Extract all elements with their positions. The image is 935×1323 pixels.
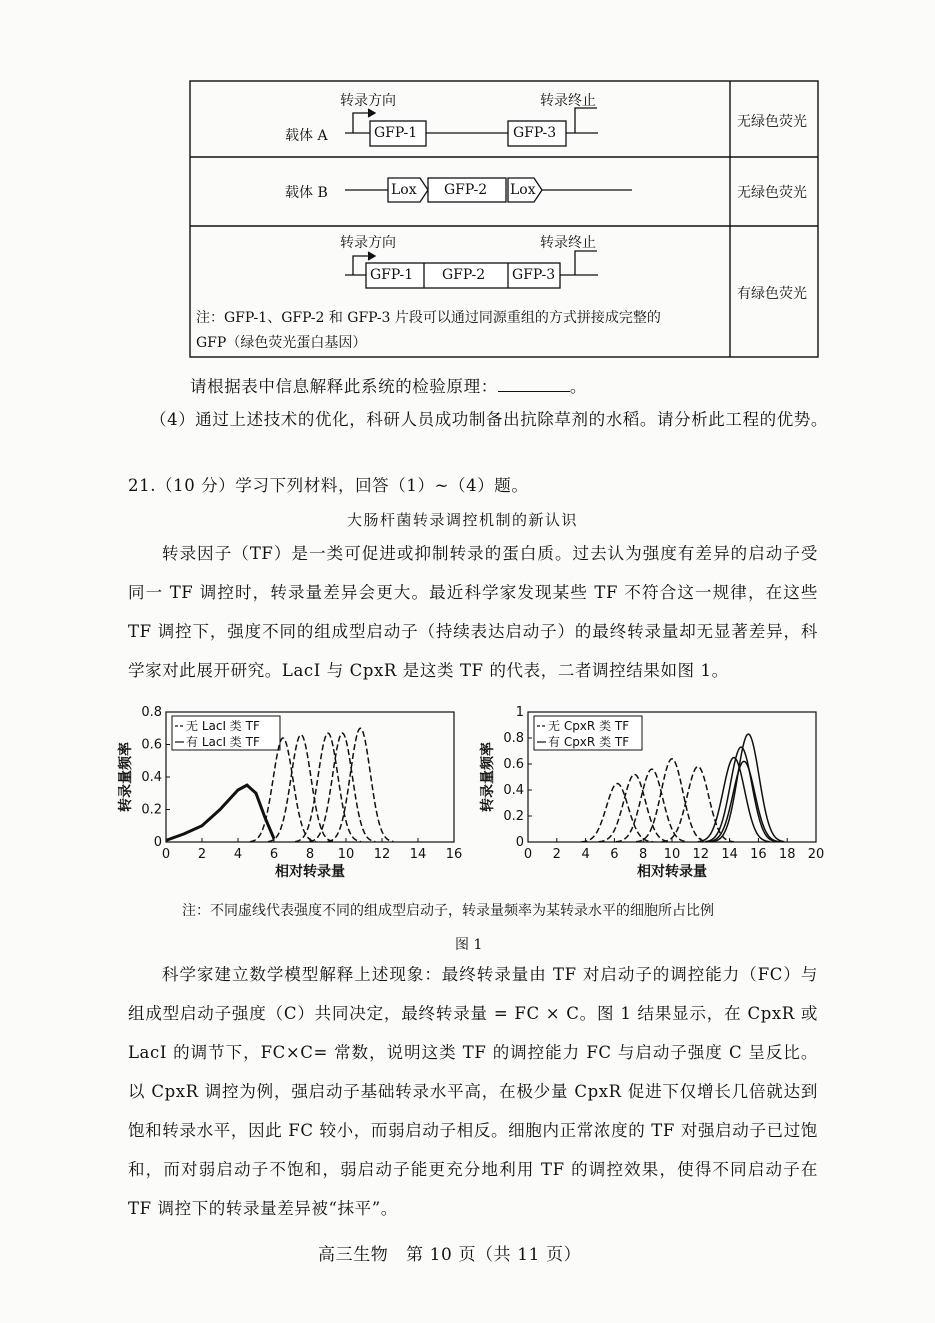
x-tick-label: 18 bbox=[778, 847, 796, 862]
x-tick-label: 2 bbox=[197, 847, 207, 862]
x-tick-label: 0 bbox=[161, 847, 171, 862]
figure-caption: 图 1 bbox=[455, 937, 483, 953]
x-tick-label: 12 bbox=[692, 847, 710, 862]
x-tick-label: 6 bbox=[269, 847, 279, 862]
seg-gfp1-a: GFP-1 bbox=[374, 125, 418, 141]
cpxR-chart bbox=[470, 700, 830, 885]
table-note-line2: GFP（绿色荧光蛋白基因） bbox=[196, 335, 367, 351]
x-tick-label: 0 bbox=[523, 847, 533, 862]
seg-gfp3-c: GFP-3 bbox=[512, 267, 556, 283]
x-tick-label: 4 bbox=[233, 847, 243, 862]
x-tick-label: 8 bbox=[305, 847, 315, 862]
y-tick-label: 0.6 bbox=[503, 757, 524, 772]
x-tick-label: 16 bbox=[750, 847, 767, 862]
x-tick-label: 14 bbox=[721, 847, 738, 862]
x-tick-label: 2 bbox=[552, 847, 561, 862]
term-label-a: 转录终止 bbox=[540, 93, 596, 109]
series-curve bbox=[250, 738, 316, 842]
seg-gfp2-c: GFP-2 bbox=[442, 267, 486, 283]
seg-gfp1-c: GFP-1 bbox=[370, 267, 414, 283]
y-axis-label: 转录量频率 bbox=[480, 742, 496, 812]
y-tick-label: 0 bbox=[153, 835, 162, 850]
y-tick-label: 0.8 bbox=[503, 731, 524, 746]
paragraph-1: 转录因子（TF）是一类可促进或抑制转录的蛋白质。过去认为强度有差异的启动子受同一 TF 调控时，转录量差异会更大。最近科学家发现某些 TF 不符合这一规律，在这些 TF 调控下，强度不同的组成型启动子（持续表达启动子）的最终转录量却无显著差异，科学家对此展开研究。LacI 与 CpxR 是这类 TF 的代表，二者调控结果如图 1。 bbox=[128, 544, 818, 680]
x-axis-label: 相对转录量 bbox=[275, 864, 345, 880]
x-tick-label: 14 bbox=[409, 847, 427, 862]
x-tick-label: 10 bbox=[663, 847, 681, 862]
x-tick-label: 8 bbox=[639, 847, 648, 862]
dir-label-c: 转录方向 bbox=[340, 235, 396, 251]
q21-header: 21.（10 分）学习下列材料，回答（1）~（4）题。 bbox=[128, 476, 529, 495]
x-tick-label: 4 bbox=[581, 847, 590, 862]
y-axis-label: 转录量频率 bbox=[118, 742, 134, 812]
series-line bbox=[166, 785, 274, 840]
article-title: 大肠杆菌转录调控机制的新认识 bbox=[347, 511, 579, 529]
seg-gfp3-a: GFP-3 bbox=[513, 125, 557, 141]
y-tick-label: 0.6 bbox=[141, 737, 162, 753]
series-curve bbox=[705, 747, 777, 842]
dir-label-a: 转录方向 bbox=[340, 93, 396, 109]
answer-blank[interactable] bbox=[498, 377, 570, 392]
q4-text: （4）通过上述技术的优化，科研人员成功制备出抗除草剂的水稻。请分析此工程的优势。 bbox=[150, 410, 828, 429]
x-tick-label: 20 bbox=[807, 847, 825, 862]
legend-label: 无 LacI 类 TF bbox=[186, 719, 260, 733]
series-curve bbox=[268, 735, 334, 842]
legend-label: 有 CpxR 类 TF bbox=[548, 735, 630, 749]
x-tick-label: 12 bbox=[373, 847, 391, 862]
y-tick-label: 0.8 bbox=[141, 705, 162, 720]
result-b: 无绿色荧光 bbox=[737, 185, 807, 201]
series-curve bbox=[295, 733, 361, 841]
x-tick-label: 16 bbox=[445, 847, 463, 862]
legend-label: 无 CpxR 类 TF bbox=[548, 719, 630, 733]
result-c: 有绿色荧光 bbox=[737, 286, 807, 302]
y-tick-label: 0.2 bbox=[503, 809, 524, 824]
q3-prompt-line bbox=[190, 373, 587, 397]
q3-end: 。 bbox=[569, 377, 587, 396]
result-a: 无绿色荧光 bbox=[737, 114, 807, 130]
x-tick-label: 6 bbox=[610, 847, 619, 862]
page-footer: 高三生物 第 10 页（共 11 页） bbox=[318, 1245, 582, 1265]
seg-lox-left: Lox bbox=[391, 182, 417, 198]
x-axis-label: 相对转录量 bbox=[637, 864, 707, 880]
term-label-c: 转录终止 bbox=[540, 235, 596, 251]
y-tick-label: 0.4 bbox=[503, 783, 524, 798]
seg-lox-right: Lox bbox=[510, 182, 536, 198]
y-tick-label: 0 bbox=[515, 835, 524, 850]
q3-prompt: 请根据表中信息解释此系统的检验原理： bbox=[190, 377, 498, 396]
paragraph-2: 科学家建立数学模型解释上述现象：最终转录量由 TF 对启动子的调控能力（FC）与组成型启动子强度（C）共同决定，最终转录量 = FC × C。图 1 结果显示，在 CpxR 或 LacI 的调节下，FC×C= 常数，说明这类 TF 的调控能力 FC 与启动子强度 C 呈反比。以 CpxR 调控为例，强启动子基础转录水平高，在极少量 CpxR 促进下仅增长几倍就达到饱和转录水平，因此 FC 较小，而弱启动子相反。细胞内正常浓度的 TF 对强启动子已过饱和，而对弱启动子不饱和，弱启动子能更充分地利用 TF 的调控效果，使得不同启动子在 TF 调控下的转录量差异被“抹平”。 bbox=[128, 965, 818, 1218]
lacI-chart bbox=[108, 700, 468, 885]
vector-b-label: 载体 B bbox=[285, 185, 328, 201]
legend-label: 有 LacI 类 TF bbox=[186, 735, 260, 749]
y-tick-label: 0.2 bbox=[141, 802, 162, 818]
figure-note: 注：不同虚线代表强度不同的组成型启动子，转录量频率为某转录水平的细胞所占比例 bbox=[182, 903, 714, 919]
y-tick-label: 0.4 bbox=[141, 770, 162, 785]
vector-a-label: 载体 A bbox=[285, 128, 328, 144]
x-tick-label: 10 bbox=[337, 847, 355, 862]
series-curve bbox=[309, 733, 375, 841]
table-note-line1: 注：GFP-1、GFP-2 和 GFP-3 片段可以通过同源重组的方式拼接成完整的 bbox=[196, 310, 661, 326]
seg-gfp2-b: GFP-2 bbox=[444, 182, 488, 198]
y-tick-label: 1 bbox=[515, 705, 524, 720]
